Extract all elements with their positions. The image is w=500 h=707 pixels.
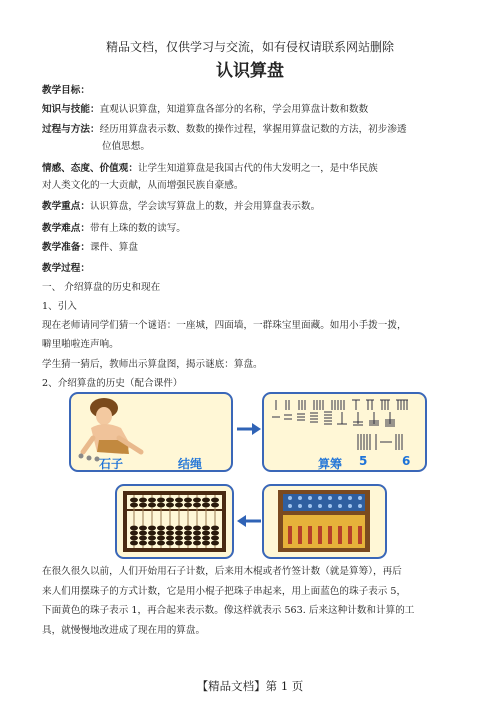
preparation-line [42, 241, 138, 254]
counting-rods-illustration [264, 394, 425, 470]
difficulty-label: 教学难点： [42, 223, 90, 234]
emotion-text-cont: 对人类文化的一大贡献，从而增强民族自豪感。 [42, 180, 244, 191]
page-footer: 【精品文档】第 1 页 [196, 679, 304, 693]
focus-label: 教学重点： [42, 201, 90, 212]
process-text: 经历用算盘表示数、数数的操作过程，掌握用算盘记数的方法，初步渗透 [99, 124, 407, 135]
process-text-cont: 位值思想。 [102, 141, 150, 152]
page-title: 认识算盘 [216, 61, 284, 81]
history-box-rods [262, 392, 427, 472]
abacus-illustration [117, 486, 232, 557]
focus-line [42, 200, 320, 213]
intro-answer: 学生猜一猜后，教师出示算盘图，揭示谜底：算盘。 [42, 359, 263, 370]
focus-text: 认识算盘，学会读写算盘上的数，并会用算盘表示数。 [89, 201, 321, 212]
difficulty-text: 带有上珠的数的读写。 [89, 223, 186, 234]
process-line [42, 123, 407, 136]
arrow-left-icon [236, 514, 262, 528]
label-number-5: 5 [359, 454, 368, 468]
section-heading: 一、 介绍算盘的历史和现在 [42, 282, 161, 293]
history-paragraph: 在很久很久以前，人们开始用石子计数，后来用木棍或者竹签计数（就是算筹），再后 [42, 566, 402, 577]
arrow-right-icon [236, 422, 262, 436]
caveman-illustration [71, 394, 231, 470]
label-stones: 石子 [99, 457, 124, 471]
header-note: 精品文档，仅供学习与交流，如有侵权请联系网站删除 [105, 40, 394, 54]
step-history: 2、介绍算盘的历史（配合课件） [42, 378, 183, 389]
history-paragraph-l2: 来人们用摆珠子的方式计数，它是用小棍子把珠子串起来，用上面蓝色的珠子表示 5， [42, 586, 407, 597]
knowledge-label: 知识与技能： [42, 104, 100, 115]
history-box-bead-frame [262, 484, 387, 559]
process-heading: 教学过程： [42, 263, 90, 274]
intro-paragraph-cont: 噼里啪啦连声响。 [42, 339, 119, 350]
difficulty-line [42, 222, 186, 235]
process-label: 过程与方法： [42, 124, 100, 135]
step-intro: 1、引入 [42, 301, 77, 312]
intro-paragraph: 现在老师请同学们猜一个谜语：一座城，四面墙，一群珠宝里面藏。如用小手拨一拨， [42, 320, 407, 331]
knowledge-text: 直观认识算盘，知道算盘各部分的名称，学会用算盘计数和数数 [99, 104, 369, 115]
preparation-label: 教学准备： [42, 242, 90, 253]
bead-frame-illustration [264, 486, 385, 557]
preparation-text: 课件、算盘 [89, 242, 138, 253]
emotion-text: 让学生知道算盘是我国古代的伟大发明之一，是中华民族 [137, 163, 378, 174]
label-knots: 结绳 [178, 457, 203, 471]
label-number-6: 6 [402, 454, 411, 468]
emotion-label: 情感、态度、价值观： [42, 163, 138, 174]
history-paragraph-l4: 具，就慢慢地改进成了现在用的算盘。 [42, 625, 206, 636]
objectives-heading: 教学目标： [42, 85, 90, 96]
history-box-abacus [115, 484, 234, 559]
label-rods: 算筹 [318, 457, 343, 471]
history-box-stones [69, 392, 233, 472]
emotion-line [42, 162, 378, 175]
knowledge-line [42, 103, 368, 116]
history-paragraph-l3: 下面黄色的珠子表示 1，再合起来表示数。像这样就表示 563. 后来这种计数和计算的工 [42, 605, 415, 616]
